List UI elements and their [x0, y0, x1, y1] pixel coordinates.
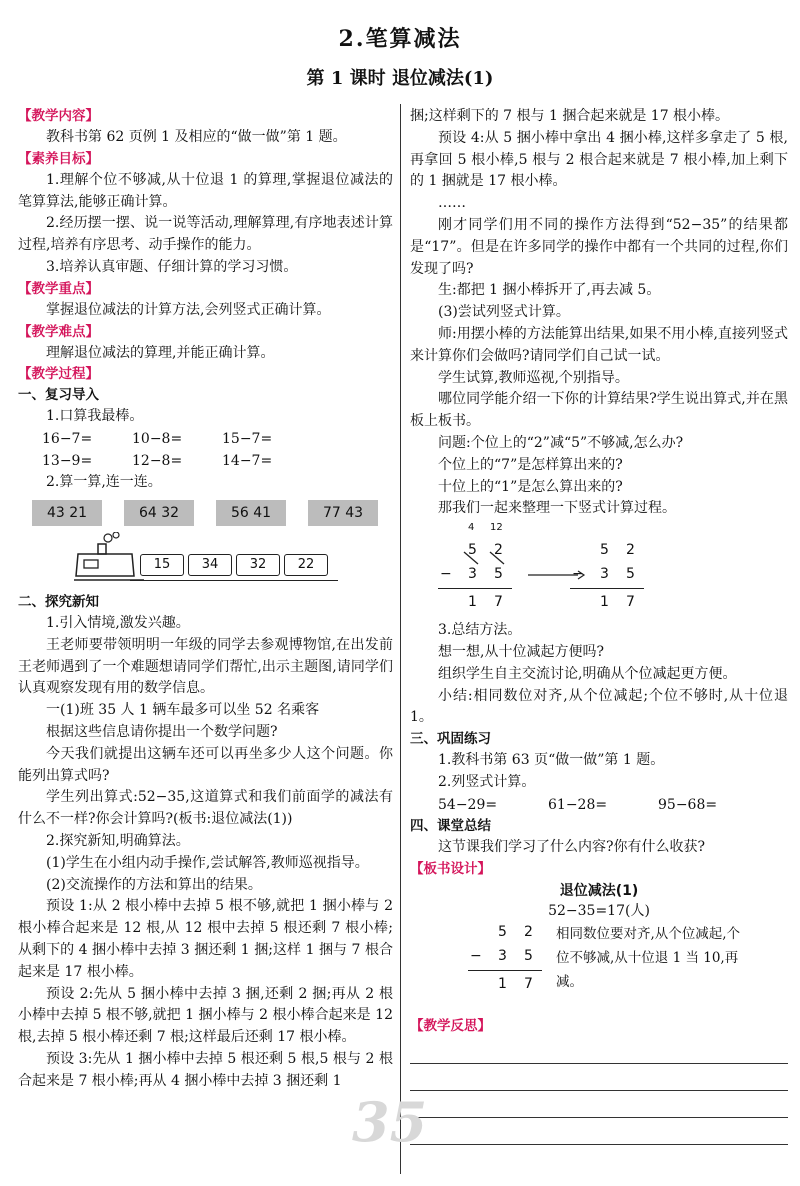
paragraph: 1.引入情境,激发兴趣。: [46, 614, 190, 631]
part-heading: 四、课堂总结: [410, 817, 491, 834]
paragraph: 一(1)班 35 人 1 辆车最多可以坐 52 名乘客: [46, 702, 320, 719]
paragraph: 想一想,从十位减起方便吗?: [438, 643, 604, 660]
digit: 1: [498, 975, 507, 992]
vertical-calculation: [410, 520, 788, 620]
paragraph: 生:都把 1 捆小棒拆开了,再去减 5。: [438, 282, 661, 299]
digit: 5: [494, 566, 503, 583]
paragraph: 2.算一算,连一连。: [46, 474, 162, 491]
wagon: 32: [236, 554, 280, 576]
digit: 3: [600, 566, 609, 583]
section-heading: 【教学难点】: [18, 323, 99, 340]
exercise-item: 95−68=: [658, 796, 718, 813]
board-equation: 52−35=17(人): [548, 902, 650, 919]
digit: 7: [626, 594, 635, 611]
oral-item: 13−9=: [42, 453, 93, 470]
board-note: 相同数位要对齐,从个位减起,个位不够减,从十位退 1 当 10,再减。: [556, 925, 741, 990]
digit: 5: [498, 923, 507, 940]
paragraph: 教科书第 62 页例 1 及相应的“做一做”第 1 题。: [46, 129, 347, 145]
paragraph: 理解退位减法的算理,并能正确计算。: [46, 344, 275, 361]
paragraph: 今天我们就提出这辆车还可以再坐多少人这个问题。你能列出算式吗?: [18, 745, 393, 784]
oral-item: 12−8=: [132, 453, 183, 470]
digit: 5: [626, 566, 635, 583]
borrow-mark: 4: [468, 522, 475, 534]
number-cards: [32, 500, 393, 530]
exercise-item: 54−29=: [438, 796, 498, 813]
lesson-subtitle: 第 1 课时 退位减法(1): [306, 68, 494, 89]
digit: 2: [494, 542, 503, 559]
writing-line: [410, 1090, 788, 1091]
digit: 7: [524, 975, 533, 992]
digit: 3: [468, 566, 477, 583]
paragraph: 1.口算我最棒。: [46, 408, 144, 425]
page-number: 35: [352, 1090, 428, 1154]
wagon: 34: [188, 554, 232, 576]
part-heading: 一、复习导入: [18, 387, 99, 404]
paragraph: (3)尝试列竖式计算。: [438, 304, 570, 321]
train-illustration: [74, 530, 393, 592]
paragraph: 个位上的“7”是怎样算出来的?: [438, 456, 623, 473]
oral-item: 15−7=: [222, 431, 273, 448]
calc-line: [570, 588, 644, 589]
writing-line: [410, 1063, 788, 1064]
paragraph: (2)交流操作的方法和算出的结果。: [46, 876, 262, 893]
reflection-lines: [410, 1063, 788, 1145]
digit: 5: [600, 542, 609, 559]
minus-sign: −: [440, 566, 452, 583]
exercise-item: 61−28=: [548, 796, 608, 813]
paragraph: 小结:相同数位对齐,从个位减起;个位不够时,从十位退 1。: [410, 687, 788, 726]
number-card: 64 32: [124, 500, 194, 526]
borrow-mark: 12: [490, 522, 503, 534]
paragraph: 王老师要带领明明一年级的同学去参观博物馆,在出发前王老师遇到了一个难题想请同学们帮忙,出示主题图,请同学们认真观察发现有用的数学信息。: [18, 636, 393, 697]
number-card: 77 43: [308, 500, 378, 526]
paragraph: 师:用摆小棒的方法能算出结果,如果不用小棒,直接列竖式来计算你们会做吗?请同学们自己试一试。: [410, 325, 788, 364]
calc-line: [468, 970, 542, 971]
paragraph: 预设 3:先从 1 捆小棒中去掉 5 根还剩 5 根,5 根与 2 根合起来是 7 根小棒;再从 4 捆小棒中去掉 3 捆还剩 1: [18, 1050, 393, 1089]
board-title: 退位减法(1): [559, 882, 639, 899]
page-title: 2.笔算减法: [338, 26, 462, 52]
paragraph: 预设 4:从 5 捆小棒中拿出 4 捆小棒,这样多拿走了 5 根,再拿回 5 根小棒,5 根与 2 根合起来就是 7 根小棒,加上剩下的 1 捆就是 17 根小棒。: [410, 129, 788, 190]
paragraph: 1.理解个位不够减,从十位退 1 的算理,掌握退位减法的笔算算法,能够正确计算。: [18, 171, 393, 210]
wagon: 15: [140, 554, 184, 576]
paragraph: 3.培养认真审题、仔细计算的学习习惯。: [46, 258, 298, 275]
right-column: [410, 106, 788, 1145]
paragraph: 那我们一起来整理一下竖式计算过程。: [438, 500, 676, 517]
paragraph: 预设 2:先从 5 捆小棒中去掉 3 捆,还剩 2 捆;再从 2 根小棒中去掉 5 根不够,就把 1 捆小棒与 2 根小棒合起来是 12 根,去掉 5 根小棒还剩 7 根;这样最后还剩 17 根小棒。: [18, 985, 393, 1046]
oral-item: 10−8=: [132, 431, 183, 448]
paragraph: 学生试算,教师巡视,个别指导。: [438, 369, 629, 386]
section-heading: 【素养目标】: [18, 150, 99, 167]
paragraph: 掌握退位减法的计算方法,会列竖式正确计算。: [46, 301, 331, 318]
paragraph: 哪位同学能介绍一下你的计算结果?学生说出算式,并在黑板上板书。: [410, 391, 788, 430]
wagon: 22: [284, 554, 328, 576]
oral-row: [18, 428, 393, 450]
digit: 2: [626, 542, 635, 559]
writing-line: [410, 1144, 788, 1145]
paragraph: 2.经历摆一摆、说一说等活动,理解算理,有序地表述计算过程,培养有序思考、动手操作的能力。: [18, 215, 393, 254]
exercise-row: [410, 794, 788, 816]
minus-sign: −: [572, 566, 584, 583]
section-heading: 【教学内容】: [18, 108, 99, 124]
calc-line: [438, 588, 512, 589]
paragraph: 2.列竖式计算。: [438, 773, 536, 790]
oral-item: 16−7=: [42, 431, 93, 448]
writing-line: [410, 1117, 788, 1118]
paragraph: 2.探究新知,明确算法。: [46, 832, 190, 849]
paragraph: 这节课我们学习了什么内容?你有什么收获?: [438, 838, 706, 855]
oral-item: 14−7=: [222, 453, 273, 470]
section-heading: 【教学过程】: [18, 366, 99, 383]
paragraph: 组织学生自主交流讨论,明确从个位减起更方便。: [438, 665, 737, 682]
left-column: [18, 106, 393, 1093]
minus-sign: −: [470, 947, 482, 964]
digit: 1: [468, 594, 477, 611]
paragraph: 问题:个位上的“2”减“5”不够减,怎么办?: [438, 434, 684, 451]
section-heading: 【教学反思】: [410, 1017, 491, 1034]
digit: 5: [524, 947, 533, 964]
column-divider: [400, 104, 401, 1174]
oral-row: [18, 450, 393, 472]
number-card: 56 41: [216, 500, 286, 526]
part-heading: 三、巩固练习: [410, 731, 491, 748]
paragraph: 1.教科书第 63 页“做一做”第 1 题。: [438, 752, 665, 769]
section-heading: 【教学重点】: [18, 280, 99, 297]
digit: 5: [468, 542, 477, 559]
digit: 2: [524, 923, 533, 940]
paragraph: (1)学生在小组内动手操作,尝试解答,教师巡视指导。: [46, 854, 369, 871]
track-line: [130, 580, 338, 582]
paragraph: 学生列出算式:52−35,这道算式和我们前面学的减法有什么不一样?你会计算吗?(板书:退位减法(1)): [18, 789, 393, 828]
paragraph: 3.总结方法。: [438, 622, 522, 639]
number-card: 43 21: [32, 500, 102, 526]
paragraph: ……: [438, 195, 466, 212]
digit: 7: [494, 594, 503, 611]
paragraph: 根据这些信息请你提出一个数学问题?: [46, 723, 278, 740]
digit: 1: [600, 594, 609, 611]
digit: 3: [498, 947, 507, 964]
section-heading: 【板书设计】: [410, 860, 491, 877]
paragraph: 捆;这样剩下的 7 根与 1 捆合起来就是 17 根小棒。: [410, 108, 730, 124]
paragraph: 十位上的“1”是怎么算出来的?: [438, 478, 623, 495]
board-calculation: [410, 922, 788, 1002]
paragraph: 预设 1:从 2 根小棒中去掉 5 根不够,就把 1 捆小棒与 2 根小棒合起来是 12 根,从 12 根中去掉 5 根还剩 7 根小棒;从剩下的 4 捆小棒中去掉 3 捆还剩 1 捆;这样 1 捆与 7 根合起来是 17 根小棒。: [18, 898, 393, 980]
paragraph: 刚才同学们用不同的操作方法得到“52−35”的结果都是“17”。但是在许多同学的操作中都有一个共同的过程,你们发现了吗?: [410, 216, 788, 277]
part-heading: 二、探究新知: [18, 593, 99, 610]
